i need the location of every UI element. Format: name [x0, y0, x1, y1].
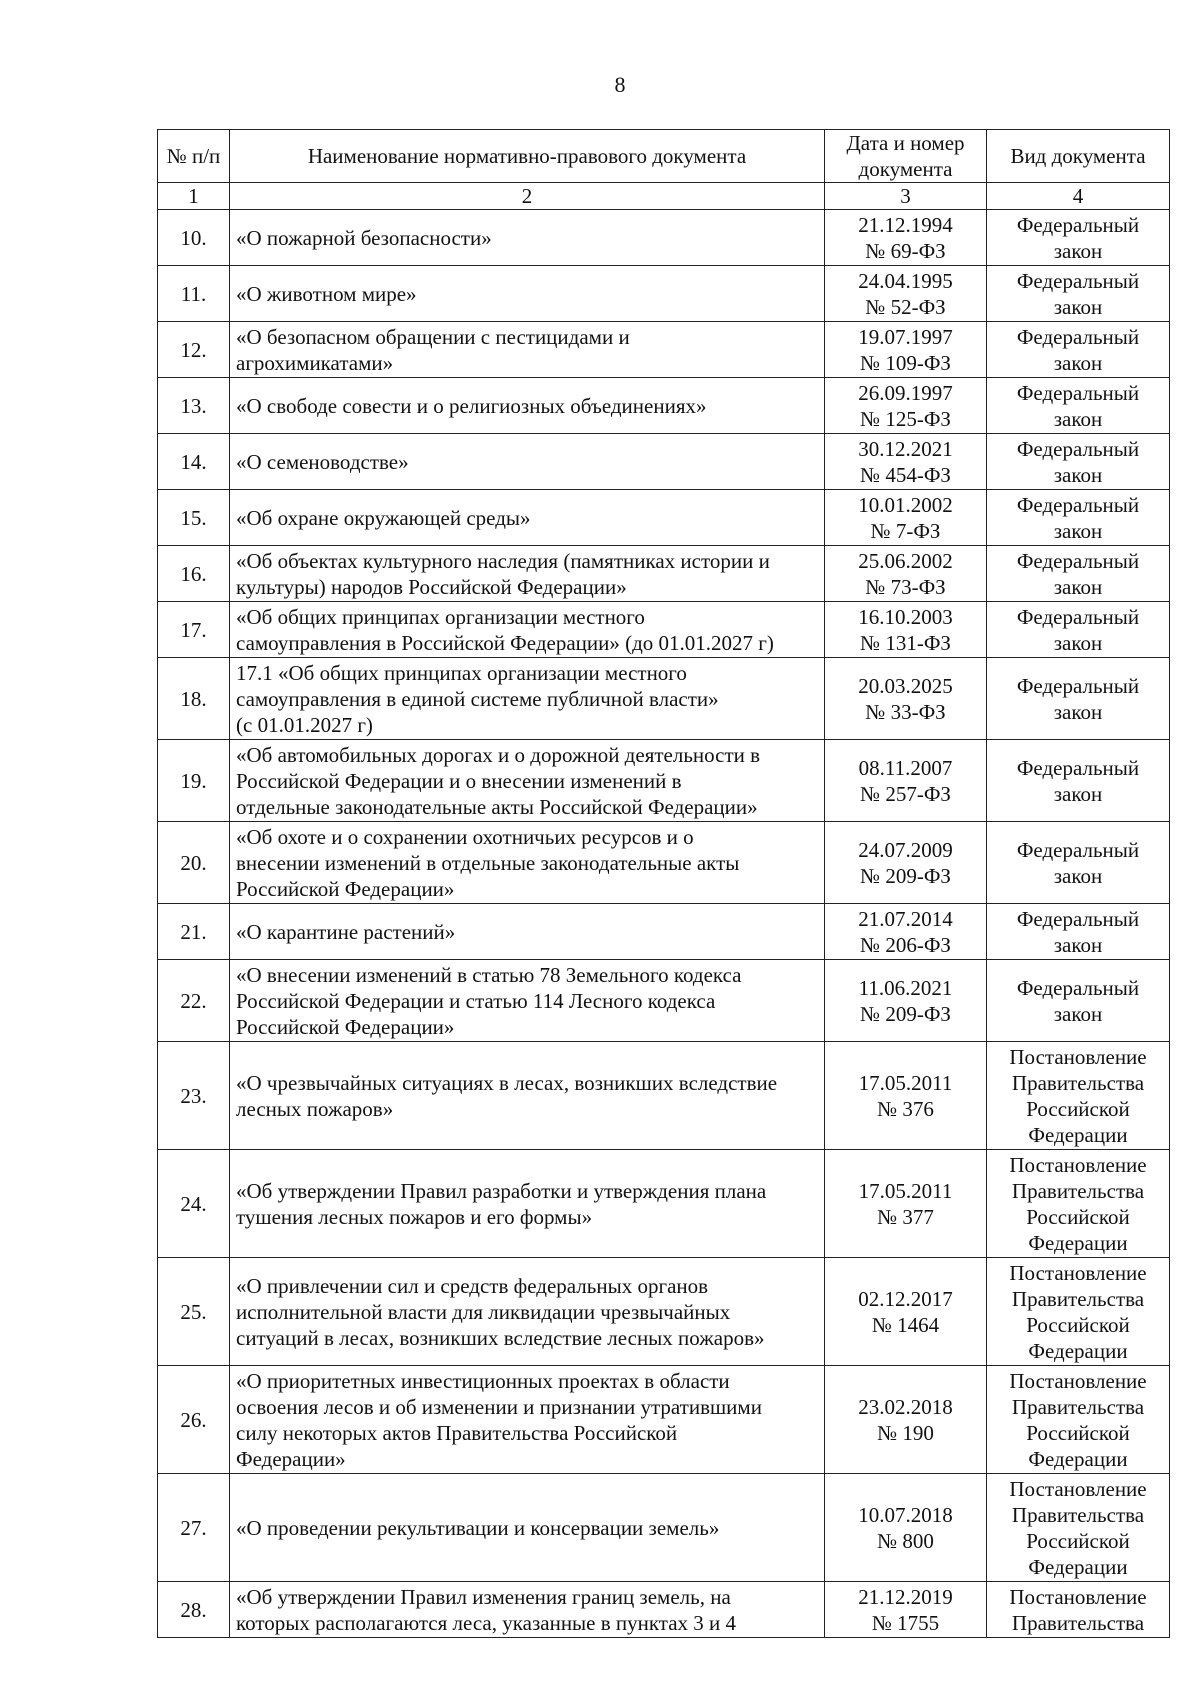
document-date-number: 02.12.2017 № 1464: [825, 1258, 987, 1366]
document-date-number: 10.07.2018 № 800: [825, 1474, 987, 1582]
table-header-row: [158, 130, 1170, 183]
document-title: «О свободе совести и о религиозных объединениях»: [230, 378, 825, 434]
row-number: 21.: [158, 904, 230, 960]
table-row: [158, 1474, 1170, 1582]
table-row: [158, 602, 1170, 658]
document-title: «Об охране окружающей среды»: [230, 490, 825, 546]
table-row: [158, 266, 1170, 322]
document-title: «О семеноводстве»: [230, 434, 825, 490]
document-date-number: 21.07.2014 № 206-ФЗ: [825, 904, 987, 960]
table-row: [158, 1150, 1170, 1258]
header-num: № п/п: [158, 130, 230, 183]
column-number: 2: [230, 183, 825, 210]
document-title: «О проведении рекультивации и консервации земель»: [230, 1474, 825, 1582]
column-number: 3: [825, 183, 987, 210]
table-row: [158, 822, 1170, 904]
document-date-number: 11.06.2021 № 209-ФЗ: [825, 960, 987, 1042]
document-title: «Об утверждении Правил изменения границ земель, на которых располагаются леса, указанные в пунктах 3 и 4: [230, 1582, 825, 1638]
document-type: Федеральный закон: [987, 322, 1170, 378]
table-row: [158, 740, 1170, 822]
table-row: [158, 434, 1170, 490]
document-date-number: 16.10.2003 № 131-ФЗ: [825, 602, 987, 658]
table-row: [158, 322, 1170, 378]
row-number: 28.: [158, 1582, 230, 1638]
document-type: Федеральный закон: [987, 546, 1170, 602]
document-date-number: 24.04.1995 № 52-ФЗ: [825, 266, 987, 322]
document-type: Федеральный закон: [987, 434, 1170, 490]
table-row: [158, 1366, 1170, 1474]
document-type: Федеральный закон: [987, 904, 1170, 960]
document-type: Постановление Правительства Российской Федерации: [987, 1258, 1170, 1366]
document-type: Федеральный закон: [987, 210, 1170, 266]
row-number: 22.: [158, 960, 230, 1042]
document-title: «Об общих принципах организации местного самоуправления в Российской Федерации» (до 01.01.2027 г): [230, 602, 825, 658]
document-date-number: 08.11.2007 № 257-ФЗ: [825, 740, 987, 822]
row-number: 13.: [158, 378, 230, 434]
table-row: [158, 904, 1170, 960]
table-row: [158, 658, 1170, 740]
document-title: «О безопасном обращении с пестицидами и агрохимикатами»: [230, 322, 825, 378]
table-body: [158, 210, 1170, 1638]
document-title: «О приоритетных инвестиционных проектах в области освоения лесов и об изменении и признании утратившими силу некоторых актов Правительства Российской Федерации»: [230, 1366, 825, 1474]
document-date-number: 17.05.2011 № 376: [825, 1042, 987, 1150]
document-type: Постановление Правительства Российской Федерации: [987, 1474, 1170, 1582]
document-title: 17.1 «Об общих принципах организации местного самоуправления в единой системе публичной власти» (с 01.01.2027 г): [230, 658, 825, 740]
row-number: 26.: [158, 1366, 230, 1474]
column-number: 4: [987, 183, 1170, 210]
document-type: Федеральный закон: [987, 960, 1170, 1042]
header-date: Дата и номер документа: [825, 130, 987, 183]
table-row: [158, 960, 1170, 1042]
row-number: 14.: [158, 434, 230, 490]
document-title: «О пожарной безопасности»: [230, 210, 825, 266]
document-type: Постановление Правительства: [987, 1582, 1170, 1638]
row-number: 12.: [158, 322, 230, 378]
row-number: 23.: [158, 1042, 230, 1150]
document-date-number: 21.12.1994 № 69-ФЗ: [825, 210, 987, 266]
row-number: 17.: [158, 602, 230, 658]
row-number: 10.: [158, 210, 230, 266]
row-number: 24.: [158, 1150, 230, 1258]
document-title: «Об объектах культурного наследия (памятниках истории и культуры) народов Российской Федерации»: [230, 546, 825, 602]
document-date-number: 25.06.2002 № 73-ФЗ: [825, 546, 987, 602]
document-date-number: 24.07.2009 № 209-ФЗ: [825, 822, 987, 904]
header-name: Наименование нормативно-правового документа: [230, 130, 825, 183]
document-title: «О животном мире»: [230, 266, 825, 322]
document-date-number: 17.05.2011 № 377: [825, 1150, 987, 1258]
document-type: Федеральный закон: [987, 658, 1170, 740]
document-date-number: 19.07.1997 № 109-ФЗ: [825, 322, 987, 378]
row-number: 19.: [158, 740, 230, 822]
document-type: Федеральный закон: [987, 740, 1170, 822]
row-number: 20.: [158, 822, 230, 904]
document-title: «О чрезвычайных ситуациях в лесах, возникших вследствие лесных пожаров»: [230, 1042, 825, 1150]
document-date-number: 23.02.2018 № 190: [825, 1366, 987, 1474]
row-number: 18.: [158, 658, 230, 740]
document-type: Постановление Правительства Российской Федерации: [987, 1042, 1170, 1150]
document-type: Федеральный закон: [987, 266, 1170, 322]
header-type: Вид документа: [987, 130, 1170, 183]
document-title: «Об автомобильных дорогах и о дорожной деятельности в Российской Федерации и о внесении изменений в отдельные законодательные акты Российской Федерации»: [230, 740, 825, 822]
table-row: [158, 378, 1170, 434]
document-date-number: 30.12.2021 № 454-ФЗ: [825, 434, 987, 490]
table-row: [158, 1258, 1170, 1366]
document-date-number: 10.01.2002 № 7-ФЗ: [825, 490, 987, 546]
document-type: Федеральный закон: [987, 490, 1170, 546]
table-row: [158, 490, 1170, 546]
table-row: [158, 1042, 1170, 1150]
document-type: Федеральный закон: [987, 378, 1170, 434]
document-date-number: 20.03.2025 № 33-ФЗ: [825, 658, 987, 740]
document-title: «О привлечении сил и средств федеральных органов исполнительной власти для ликвидации чрезвычайных ситуаций в лесах, возникших вследствие лесных пожаров»: [230, 1258, 825, 1366]
document-title: «Об утверждении Правил разработки и утверждения плана тушения лесных пожаров и его формы»: [230, 1150, 825, 1258]
row-number: 15.: [158, 490, 230, 546]
row-number: 16.: [158, 546, 230, 602]
document-type: Постановление Правительства Российской Федерации: [987, 1150, 1170, 1258]
document-type: Федеральный закон: [987, 602, 1170, 658]
table-row: [158, 210, 1170, 266]
row-number: 27.: [158, 1474, 230, 1582]
normative-documents-table: [157, 129, 1170, 1638]
column-number-row: [158, 183, 1170, 210]
document-type: Постановление Правительства Российской Федерации: [987, 1366, 1170, 1474]
document-title: «О внесении изменений в статью 78 Земельного кодекса Российской Федерации и статью 114 Лесного кодекса Российской Федерации»: [230, 960, 825, 1042]
document-date-number: 26.09.1997 № 125-ФЗ: [825, 378, 987, 434]
document-type: Федеральный закон: [987, 822, 1170, 904]
row-number: 11.: [158, 266, 230, 322]
column-number: 1: [158, 183, 230, 210]
table-row: [158, 546, 1170, 602]
page-number: 8: [614, 72, 626, 97]
table-row: [158, 1582, 1170, 1638]
document-title: «Об охоте и о сохранении охотничьих ресурсов и о внесении изменений в отдельные законодательные акты Российской Федерации»: [230, 822, 825, 904]
document-title: «О карантине растений»: [230, 904, 825, 960]
row-number: 25.: [158, 1258, 230, 1366]
document-date-number: 21.12.2019 № 1755: [825, 1582, 987, 1638]
